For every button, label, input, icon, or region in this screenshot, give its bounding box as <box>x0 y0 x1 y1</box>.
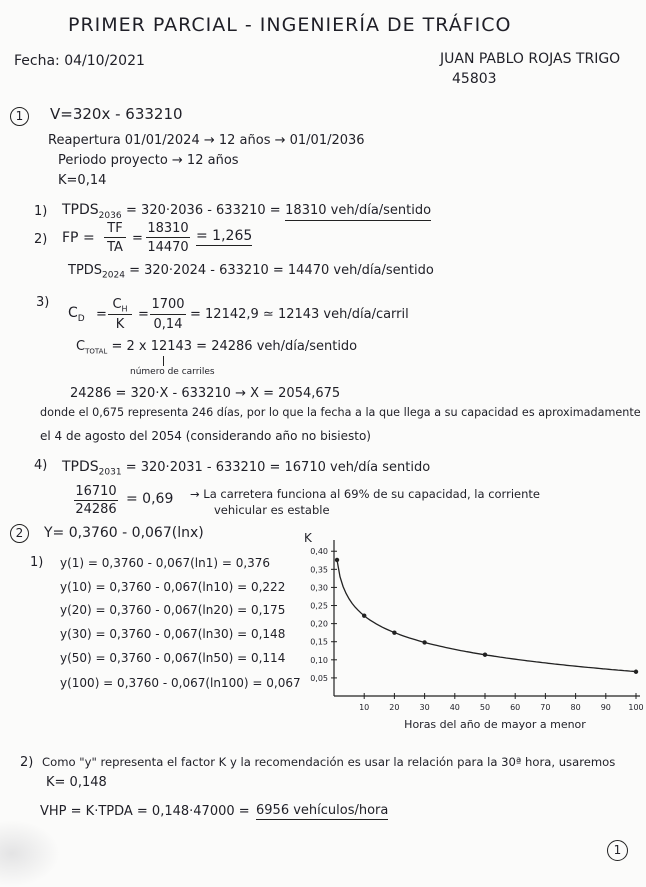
fp-frac1-num: TF <box>107 221 123 236</box>
capacity-solve: 24286 = 320·X - 633210 → X = 2054,675 <box>70 386 341 401</box>
fp-frac2-bar <box>146 237 190 238</box>
q1-result: 18310 veh/día/sentido <box>285 203 431 221</box>
y-row-50: y(50) = 0,3760 - 0,067(ln50) = 0,114 <box>60 651 286 665</box>
x-tick-label: 60 <box>510 703 521 712</box>
q4-ratio: = 0,69 <box>126 491 174 507</box>
data-point <box>422 640 426 644</box>
data-point <box>483 653 487 657</box>
problem-2-number: 2 <box>10 524 29 543</box>
capacity-explain-2: el 4 de agosto del 2054 (considerando año no bisiesto) <box>40 429 371 443</box>
x-tick-label: 10 <box>359 703 370 712</box>
fp-result: = 1,265 <box>196 228 253 244</box>
q4-frac-bar <box>74 500 118 501</box>
y-row-20: y(20) = 0,3760 - 0,067(ln20) = 0,175 <box>60 603 286 617</box>
fp-label: FP = <box>62 230 95 246</box>
y-tick-label: 0,20 <box>310 619 328 629</box>
lanes-arrow <box>163 356 164 366</box>
k-factor-chart <box>290 530 646 740</box>
tpds-2024: $TPDS_{2024} = 320\cdot 2024 - 633210 = 14470$ veh/día/sentido <box>68 263 434 281</box>
q1-label: 1) <box>34 204 48 219</box>
fp-frac2-den: 14470 <box>147 240 189 255</box>
q3-label: 3) <box>36 295 50 310</box>
cd-eq2: = <box>138 307 149 322</box>
p2-q2-label: 2) <box>20 755 34 770</box>
p2-q2-k: K= 0,148 <box>46 775 107 790</box>
vhp-result: 6956 vehículos/hora <box>256 803 389 818</box>
y-row-10: y(10) = 0,3760 - 0,067(ln10) = 0,222 <box>60 580 286 594</box>
project-period-line: Periodo proyecto → 12 años <box>58 153 239 168</box>
fp-eq: = <box>132 231 143 246</box>
y-row-100: y(100) = 0,3760 - 0,067(ln100) = 0,067 <box>60 676 301 690</box>
cd-frac1-den: K <box>115 317 125 332</box>
problem-1-equation: V=320x - 633210 <box>50 105 183 123</box>
exam-date: Fecha: 04/10/2021 <box>14 53 145 69</box>
y-tick-label: 0,15 <box>310 637 328 647</box>
cd-frac2-bar <box>150 314 186 315</box>
cd-eq1: = <box>96 307 107 322</box>
q4-label: 4) <box>34 458 48 473</box>
data-point <box>362 613 366 617</box>
x-tick-label: 80 <box>570 703 581 712</box>
student-name: JUAN PABLO ROJAS TRIGO <box>440 51 621 67</box>
y-tick-label: 0,25 <box>310 601 328 611</box>
x-tick-label: 90 <box>600 703 611 712</box>
k-value: K=0,14 <box>58 173 107 188</box>
data-point <box>634 670 638 674</box>
lanes-note: número de carriles <box>130 367 215 377</box>
cd-label: $C_D$ <box>68 305 85 324</box>
scan-shadow <box>0 820 60 887</box>
y-tick-label: 0,30 <box>310 583 328 593</box>
y-tick-label: 0,05 <box>310 673 328 683</box>
x-tick-label: 70 <box>540 703 551 712</box>
q4-comment-1: → La carretera funciona al 69% de su capacidad, la corriente <box>190 487 540 501</box>
x-tick-label: 40 <box>449 703 460 712</box>
page-number: 1 <box>607 840 628 861</box>
cd-frac2-den: 0,14 <box>153 317 183 332</box>
q4-frac-num: 16710 <box>75 484 117 499</box>
y-axis-label: K <box>304 531 312 545</box>
cd-result: = 12142,9 ≃ 12143 veh/día/carril <box>190 307 409 322</box>
x-tick-label: 30 <box>419 703 430 712</box>
cd-frac1-num: $C_H$ <box>112 297 128 314</box>
exam-title: PRIMER PARCIAL - INGENIERÍA DE TRÁFICO <box>68 14 512 36</box>
q1-tpds: $TPDS_{2036} = 320\cdot 2036 - 633210 = 18310$ veh/día/sentido <box>62 202 432 221</box>
y-tick-label: 0,10 <box>310 655 328 665</box>
data-point <box>392 630 396 634</box>
x-tick-label: 100 <box>628 703 644 712</box>
x-tick-label: 20 <box>389 703 400 712</box>
problem-2-equation: Y= 0,3760 - 0,067(lnx) <box>44 525 204 541</box>
y-row-1: y(1) = 0,3760 - 0,067(ln1) = 0,376 <box>60 556 271 570</box>
tpds-2031: $TPDS_{2031} = 320\cdot 2031 - 633210 = 16710$ veh/día sentido <box>62 459 431 478</box>
x-axis-label: Horas del año de mayor a menor <box>404 718 586 731</box>
x-tick-label: 50 <box>479 703 491 712</box>
p2-q1-label: 1) <box>30 555 44 570</box>
fp-frac2-num: 18310 <box>147 221 189 236</box>
ctotal: $C_{TOTAL} = 2$ x 12143 = 24286 veh/día/sentido <box>76 339 358 356</box>
y-tick-label: 0,35 <box>310 565 328 575</box>
data-point <box>335 558 339 562</box>
cd-frac2-num: 1700 <box>151 297 185 312</box>
q4-frac-den: 24286 <box>75 502 117 517</box>
p2-q2-text: Como "y" representa el factor K y la recomendación es usar la relación para la 30ª hora, usaremos <box>42 755 616 769</box>
student-id: 45803 <box>452 71 497 87</box>
reopening-line: Reapertura 01/01/2024 → 12 años → 01/01/2036 <box>48 133 365 148</box>
cd-frac1-bar <box>108 314 132 315</box>
fp-frac1-den: TA <box>107 240 123 255</box>
q2-label: 2) <box>34 232 48 247</box>
vhp-formula: VHP = K·TPDA = 0,148·47000 = <box>40 804 250 819</box>
q4-comment-2: vehicular es estable <box>214 503 330 517</box>
y-tick-label: 0,40 <box>310 547 328 557</box>
y-row-30: y(30) = 0,3760 - 0,067(ln30) = 0,148 <box>60 627 286 641</box>
fp-frac1-bar <box>104 237 126 238</box>
capacity-explain-1: donde el 0,675 representa 246 días, por lo que la fecha a la que llega a su capacidad es aproximadamente <box>40 406 641 419</box>
problem-1-number: 1 <box>10 107 29 126</box>
